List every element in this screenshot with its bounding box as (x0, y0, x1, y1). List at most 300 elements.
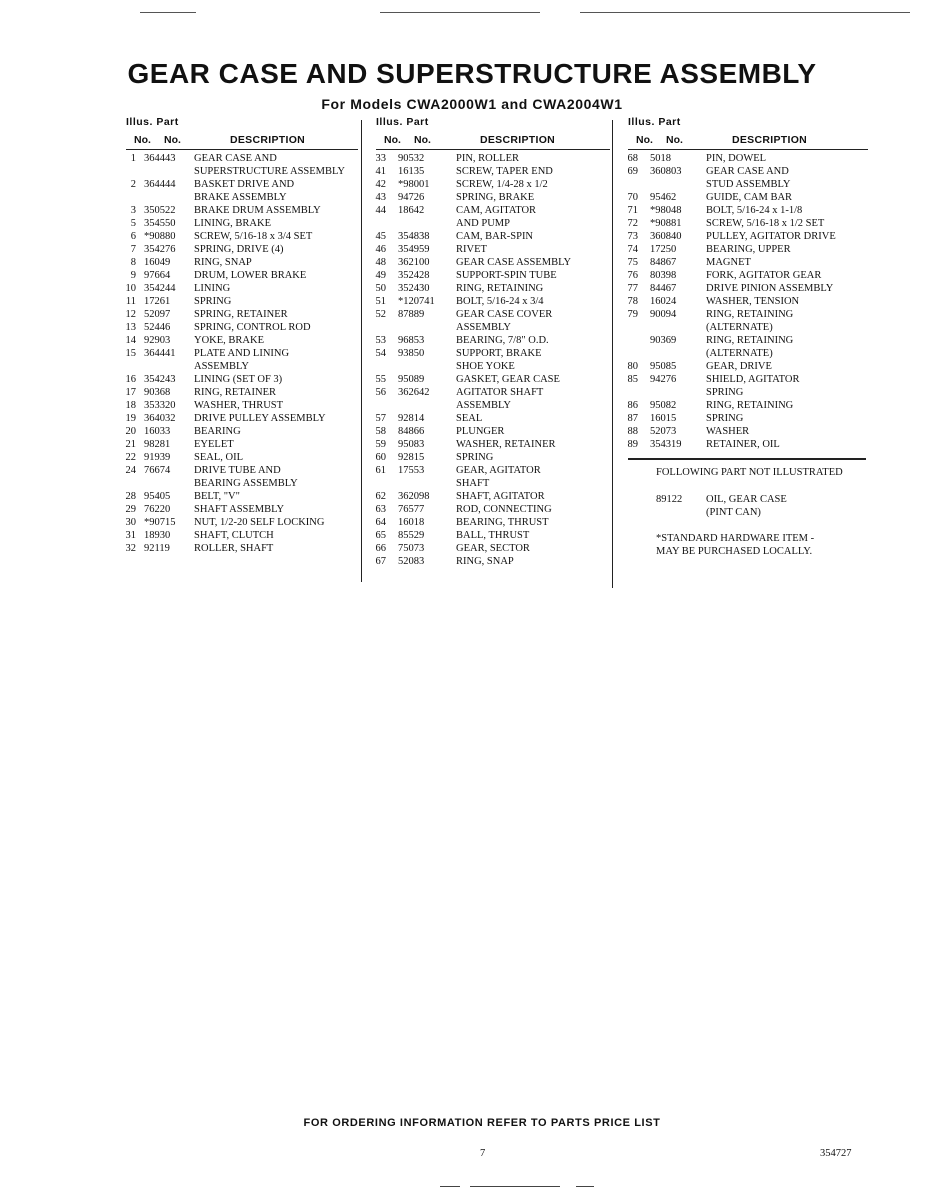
illus-number: 89 (627, 439, 638, 450)
illus-number: 59 (375, 439, 386, 450)
part-number: *98001 (398, 179, 430, 190)
part-description: BOLT, 5/16-24 x 1-1/8 (706, 205, 803, 216)
part-description: PULLEY, AGITATOR DRIVE (706, 231, 836, 242)
table-row (370, 373, 610, 386)
part-description: LINING, BRAKE (194, 218, 271, 229)
part-number: 364443 (144, 153, 176, 164)
part-description: EYELET (194, 439, 234, 450)
table-row (120, 373, 358, 386)
part-description: SPRING (194, 296, 232, 307)
illus-number: 11 (125, 296, 136, 307)
part-number: 52097 (144, 309, 171, 320)
table-row (120, 165, 358, 178)
illus-number: 32 (125, 543, 136, 554)
part-number: 97664 (144, 270, 171, 281)
table-row (370, 360, 610, 373)
table-row (370, 334, 610, 347)
illus-number: 52 (375, 309, 386, 320)
part-number: 362642 (398, 387, 430, 398)
description-label: DESCRIPTION (230, 134, 306, 146)
part-description: SUPERSTRUCTURE ASSEMBLY (194, 166, 345, 177)
part-number: 18642 (398, 205, 425, 216)
part-description: SHIELD, AGITATOR (706, 374, 800, 385)
part-number: 52083 (398, 556, 425, 567)
table-row (370, 178, 610, 191)
illus-number: 71 (627, 205, 638, 216)
table-row (120, 477, 358, 490)
table-row (622, 334, 868, 347)
illus-number: 30 (125, 517, 136, 528)
illus-number: 58 (375, 426, 386, 437)
part-description: BASKET DRIVE AND (194, 179, 295, 190)
part-description: (ALTERNATE) (706, 348, 773, 359)
illus-number: 77 (627, 283, 638, 294)
table-row (370, 191, 610, 204)
part-description: GEAR CASE COVER (456, 309, 553, 320)
table-row (370, 490, 610, 503)
table-row (622, 399, 868, 412)
part-description: BEARING, THRUST (456, 517, 549, 528)
table-row (370, 152, 610, 165)
part-description: SPRING, CONTROL ROD (194, 322, 311, 333)
column-header (120, 116, 358, 152)
not-illustrated-desc: OIL, GEAR CASE (706, 494, 787, 505)
part-number: 95082 (650, 400, 677, 411)
part-no-label: No. (666, 134, 683, 146)
illus-number: 69 (627, 166, 638, 177)
part-description: RING, RETAINER (194, 387, 276, 398)
table-row (622, 321, 868, 334)
table-row (370, 217, 610, 230)
illus-number: 70 (627, 192, 638, 203)
part-description: SCREW, TAPER END (456, 166, 553, 177)
table-row (622, 308, 868, 321)
part-description: SEAL, OIL (194, 452, 243, 463)
part-no-label: No. (414, 134, 431, 146)
part-number: 90532 (398, 153, 425, 164)
part-number: 92119 (144, 543, 170, 554)
part-number: 354959 (398, 244, 430, 255)
part-description: SCREW, 5/16-18 x 1/2 SET (706, 218, 825, 229)
part-description: GEAR CASE AND (194, 153, 277, 164)
illus-part-label: Illus. Part (376, 116, 429, 128)
illus-number: 5 (130, 218, 136, 229)
illus-number: 1 (130, 153, 136, 164)
header-rule (628, 149, 868, 150)
table-row (370, 295, 610, 308)
part-number: 16033 (144, 426, 171, 437)
table-row (370, 243, 610, 256)
part-number: 76577 (398, 504, 425, 515)
part-description: CAM, BAR-SPIN (456, 231, 534, 242)
part-description: SPRING, BRAKE (456, 192, 535, 203)
illus-number: 63 (375, 504, 386, 515)
table-row (120, 425, 358, 438)
part-description: PLUNGER (456, 426, 505, 437)
table-row (370, 529, 610, 542)
part-description: RING, RETAINING (706, 309, 794, 320)
illus-number: 51 (375, 296, 386, 307)
illus-number: 3 (130, 205, 136, 216)
part-number: 364441 (144, 348, 176, 359)
scan-artifact (380, 12, 540, 13)
illus-number: 42 (375, 179, 386, 190)
table-row (622, 152, 868, 165)
not-illustrated-heading: FOLLOWING PART NOT ILLUSTRATED (656, 467, 843, 478)
table-row (370, 256, 610, 269)
illus-number: 2 (130, 179, 136, 190)
table-row (120, 360, 358, 373)
part-number: 16018 (398, 517, 425, 528)
part-number: 84467 (650, 283, 677, 294)
part-description: ROD, CONNECTING (456, 504, 552, 515)
table-row (370, 269, 610, 282)
part-description: BOLT, 5/16-24 x 3/4 (456, 296, 544, 307)
table-row (120, 230, 358, 243)
part-number: 92814 (398, 413, 425, 424)
part-number: *90715 (144, 517, 176, 528)
part-description: SHAFT, CLUTCH (194, 530, 274, 541)
part-number: 18930 (144, 530, 171, 541)
table-row (370, 308, 610, 321)
part-description: RING, RETAINING (706, 400, 794, 411)
scan-artifact (440, 1186, 460, 1187)
table-row (120, 191, 358, 204)
part-number: 17261 (144, 296, 171, 307)
illus-number: 45 (375, 231, 386, 242)
part-description: BELT, "V" (194, 491, 240, 502)
part-description: BEARING (194, 426, 241, 437)
part-number: 96853 (398, 335, 425, 346)
part-description: GUIDE, CAM BAR (706, 192, 793, 203)
parts-list (370, 152, 610, 568)
table-row (120, 334, 358, 347)
part-description: GEAR, SECTOR (456, 543, 530, 554)
table-row (120, 438, 358, 451)
part-number: 5018 (650, 153, 671, 164)
part-description: DRIVE TUBE AND (194, 465, 281, 476)
illus-number: 12 (125, 309, 136, 320)
table-row (622, 178, 868, 191)
illus-number: 55 (375, 374, 386, 385)
table-row (370, 386, 610, 399)
table-row (120, 503, 358, 516)
table-row (622, 269, 868, 282)
part-number: 354276 (144, 244, 176, 255)
part-number: 16024 (650, 296, 677, 307)
part-number: 354838 (398, 231, 430, 242)
table-row (370, 412, 610, 425)
part-description: RING, SNAP (456, 556, 514, 567)
description-label: DESCRIPTION (480, 134, 556, 146)
table-row (622, 438, 868, 451)
part-description: DRUM, LOWER BRAKE (194, 270, 307, 281)
part-description: BEARING, 7/8" O.D. (456, 335, 549, 346)
part-description: GEAR, AGITATOR (456, 465, 541, 476)
part-number: 92903 (144, 335, 171, 346)
note-rule (628, 458, 866, 460)
illus-number: 43 (375, 192, 386, 203)
illus-number: 67 (375, 556, 386, 567)
part-number: 90094 (650, 309, 677, 320)
table-row (120, 269, 358, 282)
part-number: 352430 (398, 283, 430, 294)
table-row (622, 360, 868, 373)
table-row (622, 243, 868, 256)
illus-no-label: No. (384, 134, 401, 146)
part-description: AGITATOR SHAFT (456, 387, 544, 398)
part-description: AND PUMP (456, 218, 510, 229)
illus-number: 9 (130, 270, 136, 281)
part-description: GEAR, DRIVE (706, 361, 772, 372)
part-description: SHOE YOKE (456, 361, 515, 372)
illus-number: 24 (125, 465, 136, 476)
parts-column-3 (622, 116, 868, 451)
illus-number: 21 (125, 439, 136, 450)
illus-number: 20 (125, 426, 136, 437)
table-row (120, 256, 358, 269)
table-row (370, 204, 610, 217)
part-description: BRAKE DRUM ASSEMBLY (194, 205, 321, 216)
part-description: LINING (194, 283, 231, 294)
part-number: 354244 (144, 283, 176, 294)
illus-number: 79 (627, 309, 638, 320)
illus-number: 62 (375, 491, 386, 502)
part-number: 98281 (144, 439, 171, 450)
part-description: STUD ASSEMBLY (706, 179, 791, 190)
table-row (622, 347, 868, 360)
part-number: 93850 (398, 348, 425, 359)
column-divider (361, 120, 362, 582)
part-number: 16135 (398, 166, 425, 177)
part-number: 90369 (650, 335, 677, 346)
part-number: 17250 (650, 244, 677, 255)
illus-number: 48 (375, 257, 386, 268)
table-row (622, 282, 868, 295)
part-description: YOKE, BRAKE (194, 335, 264, 346)
illus-number: 10 (125, 283, 136, 294)
table-row (622, 217, 868, 230)
illus-number: 85 (627, 374, 638, 385)
illus-number: 53 (375, 335, 386, 346)
part-description: RING, SNAP (194, 257, 252, 268)
part-description: DRIVE PINION ASSEMBLY (706, 283, 834, 294)
illus-number: 68 (627, 153, 638, 164)
illus-number: 86 (627, 400, 638, 411)
scan-artifact (140, 12, 196, 13)
part-number: 84867 (650, 257, 677, 268)
part-number: 52446 (144, 322, 171, 333)
illus-number: 72 (627, 218, 638, 229)
part-number: 76674 (144, 465, 171, 476)
table-row (120, 243, 358, 256)
part-description: FORK, AGITATOR GEAR (706, 270, 822, 281)
column-header (370, 116, 610, 152)
part-number: 364444 (144, 179, 176, 190)
table-row (370, 477, 610, 490)
part-number: 16015 (650, 413, 677, 424)
table-row (120, 399, 358, 412)
part-description: ASSEMBLY (456, 322, 511, 333)
part-description: SHAFT (456, 478, 490, 489)
column-header (622, 116, 868, 152)
part-description: BEARING, UPPER (706, 244, 791, 255)
part-description: SPRING (706, 413, 744, 424)
part-description: CAM, AGITATOR (456, 205, 537, 216)
table-row (120, 451, 358, 464)
illus-part-label: Illus. Part (126, 116, 179, 128)
part-description: WASHER (706, 426, 750, 437)
part-description: DRIVE PULLEY ASSEMBLY (194, 413, 326, 424)
part-number: 362100 (398, 257, 430, 268)
illus-number: 6 (130, 231, 136, 242)
illus-number: 88 (627, 426, 638, 437)
part-number: 52073 (650, 426, 677, 437)
part-number: 94726 (398, 192, 425, 203)
part-number: 80398 (650, 270, 677, 281)
part-description: SUPPORT, BRAKE (456, 348, 542, 359)
part-number: 94276 (650, 374, 677, 385)
ordering-info-footer: FOR ORDERING INFORMATION REFER TO PARTS PRICE LIST (303, 1117, 661, 1129)
illus-number: 65 (375, 530, 386, 541)
column-divider (612, 120, 613, 588)
scan-artifact (580, 12, 910, 13)
table-row (370, 451, 610, 464)
table-row (622, 230, 868, 243)
illus-no-label: No. (636, 134, 653, 146)
part-description: WASHER, RETAINER (456, 439, 556, 450)
illus-number: 75 (627, 257, 638, 268)
table-row (120, 464, 358, 477)
table-row (120, 295, 358, 308)
parts-column-2 (370, 116, 610, 568)
part-number: 95083 (398, 439, 425, 450)
part-number: 95462 (650, 192, 677, 203)
part-number: 92815 (398, 452, 425, 463)
part-description: PIN, DOWEL (706, 153, 767, 164)
part-number: 353320 (144, 400, 176, 411)
part-number: 76220 (144, 504, 171, 515)
part-number: 87889 (398, 309, 425, 320)
illus-number: 17 (125, 387, 136, 398)
table-row (622, 165, 868, 178)
illus-number: 49 (375, 270, 386, 281)
illus-number: 56 (375, 387, 386, 398)
table-row (370, 542, 610, 555)
illus-number: 13 (125, 322, 136, 333)
header-rule (126, 149, 358, 150)
part-number: 354550 (144, 218, 176, 229)
page-title: GEAR CASE AND SUPERSTRUCTURE ASSEMBLY (127, 58, 817, 89)
part-number: 84866 (398, 426, 425, 437)
scan-artifact (576, 1186, 594, 1187)
part-description: SPRING, DRIVE (4) (194, 244, 284, 255)
table-row (622, 412, 868, 425)
standard-hardware-note-cont: MAY BE PURCHASED LOCALLY. (656, 546, 813, 557)
part-description: SUPPORT-SPIN TUBE (456, 270, 557, 281)
part-number: 90368 (144, 387, 171, 398)
standard-hardware-note: *STANDARD HARDWARE ITEM - (656, 533, 815, 544)
table-row (370, 282, 610, 295)
part-description: SPRING (456, 452, 494, 463)
part-no-label: No. (164, 134, 181, 146)
illus-number: 73 (627, 231, 638, 242)
part-number: 350522 (144, 205, 176, 216)
parts-list (120, 152, 358, 555)
illus-number: 87 (627, 413, 638, 424)
part-description: WASHER, TENSION (706, 296, 800, 307)
part-description: WASHER, THRUST (194, 400, 284, 411)
table-row (120, 308, 358, 321)
part-number: *90880 (144, 231, 176, 242)
illus-no-label: No. (134, 134, 151, 146)
table-row (622, 373, 868, 386)
table-row (120, 204, 358, 217)
part-description: RIVET (456, 244, 487, 255)
illus-number: 15 (125, 348, 136, 359)
illus-number: 61 (375, 465, 386, 476)
table-row (370, 464, 610, 477)
part-number: 17553 (398, 465, 425, 476)
parts-column-1 (120, 116, 358, 555)
table-row (370, 425, 610, 438)
table-row (370, 503, 610, 516)
part-number: *90881 (650, 218, 682, 229)
description-label: DESCRIPTION (732, 134, 808, 146)
table-row (370, 165, 610, 178)
illus-number: 41 (375, 166, 386, 177)
illus-number: 22 (125, 452, 136, 463)
table-row (370, 516, 610, 529)
part-number: 16049 (144, 257, 171, 268)
illus-number: 44 (375, 205, 386, 216)
part-description: (ALTERNATE) (706, 322, 773, 333)
part-description: SEAL (456, 413, 483, 424)
part-description: GEAR CASE AND (706, 166, 789, 177)
part-description: SPRING (706, 387, 744, 398)
illus-number: 57 (375, 413, 386, 424)
page-subtitle: For Models CWA2000W1 and CWA2004W1 (321, 96, 623, 112)
table-row (120, 542, 358, 555)
table-row (370, 399, 610, 412)
part-number: 362098 (398, 491, 430, 502)
illus-number: 50 (375, 283, 386, 294)
part-description: RING, RETAINING (706, 335, 794, 346)
part-description: PIN, ROLLER (456, 153, 519, 164)
header-rule (376, 149, 610, 150)
table-row (622, 295, 868, 308)
illus-number: 31 (125, 530, 136, 541)
illus-number: 74 (627, 244, 638, 255)
part-number: 354243 (144, 374, 176, 385)
part-number: 75073 (398, 543, 425, 554)
table-row (370, 438, 610, 451)
illus-number: 64 (375, 517, 386, 528)
scan-artifact (470, 1186, 560, 1187)
table-row (120, 282, 358, 295)
illus-number: 78 (627, 296, 638, 307)
part-description: NUT, 1/2-20 SELF LOCKING (194, 517, 325, 528)
not-illustrated-desc-cont: (PINT CAN) (706, 507, 761, 518)
table-row (120, 152, 358, 165)
part-number: 352428 (398, 270, 430, 281)
part-description: SCREW, 5/16-18 x 3/4 SET (194, 231, 313, 242)
page-number: 7 (480, 1148, 486, 1159)
table-row (370, 555, 610, 568)
part-number: 95405 (144, 491, 171, 502)
illus-number: 28 (125, 491, 136, 502)
part-description: GEAR CASE ASSEMBLY (456, 257, 572, 268)
